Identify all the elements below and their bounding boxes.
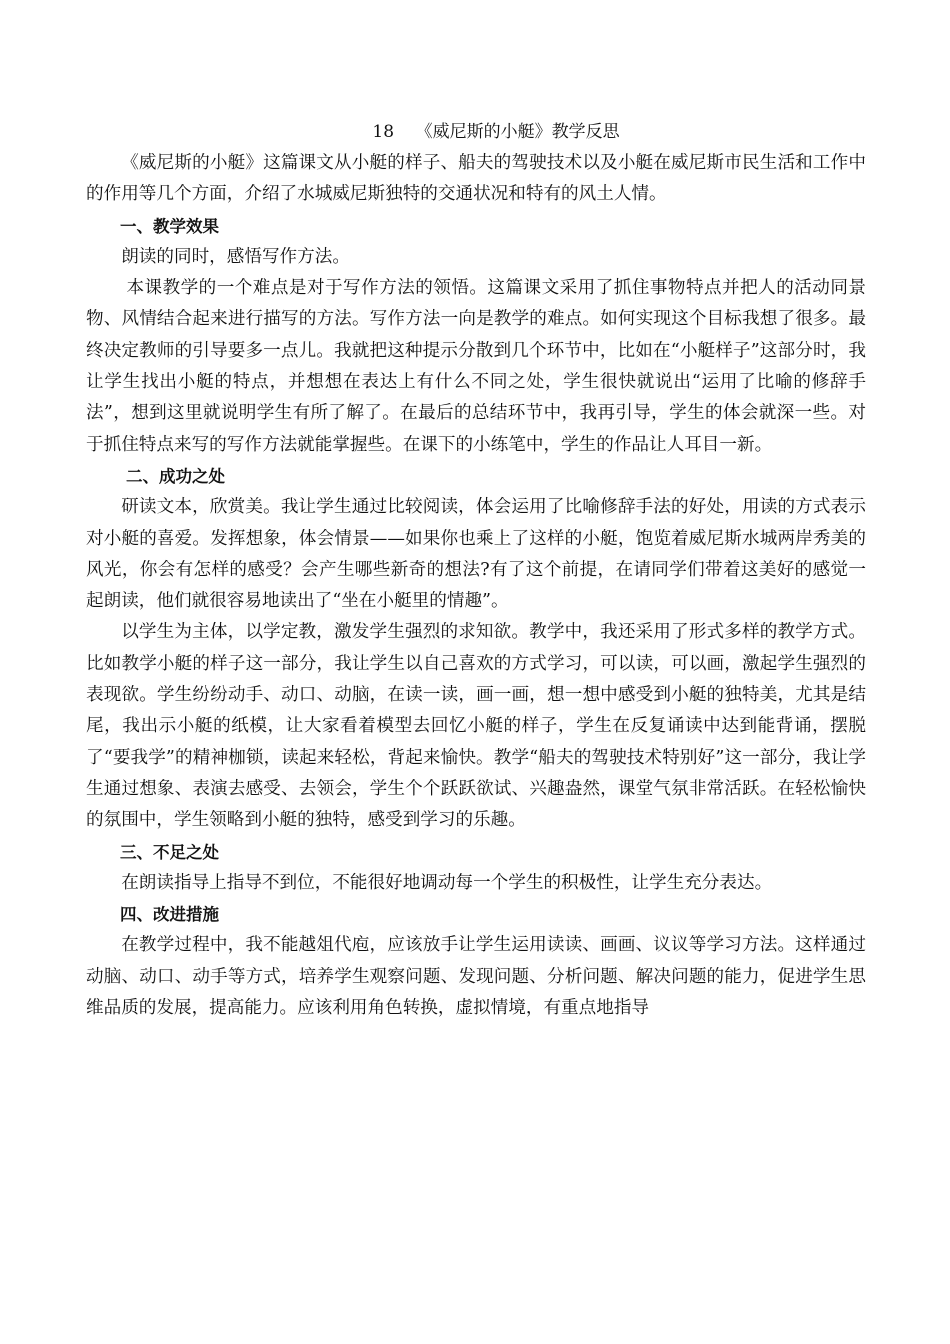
document-title: 18 《威尼斯的小艇》教学反思 bbox=[372, 122, 620, 142]
paragraph: 在朗读指导上指导不到位，不能很好地调动每一个学生的积极性，让学生充分表达。 bbox=[121, 872, 773, 893]
section-heading-improvements: 四、改进措施 bbox=[120, 905, 219, 925]
paragraph: 研读文本，欣赏美。我让学生通过比较阅读，体会运用了比喻修辞手法的好处，用读的方式表示对小艇的喜爱。发挥想象，体会情景——如果你也乘上了这样的小艇，饱览着威尼斯水城两岸秀美的风光，你会有怎样的感受？会产生哪些新奇的想法?有了这个前提，在请同学们带着这美好的感觉一起朗读，他们就很容易地读出了“坐在小艇里的情趣”。 bbox=[86, 497, 866, 612]
section-heading-successes: 二、成功之处 bbox=[126, 466, 225, 486]
paragraph: 朗读的同时，感悟写作方法。 bbox=[121, 246, 350, 267]
paragraph: 在教学过程中，我不能越俎代庖，应该放手让学生运用读读、画画、议议等学习方法。这样通过动脑、动口、动手等方式，培养学生观察问题、发现问题、分析问题、解决问题的能力，促进学生思维品质的发展，提高能力。应该利用角色转换，虚拟情境，有重点地指导 bbox=[86, 935, 866, 1019]
paragraph: 本课教学的一个难点是对于写作方法的领悟。这篇课文采用了抓住事物特点并把人的活动同景物、风情结合起来进行描写的方法。写作方法一向是教学的难点。如何实现这个目标我想了很多。最终决定教师的引导要多一点儿。我就把这种提示分散到几个环节中，比如在“小艇样子”这部分时，我让学生找出小艇的特点，并想想在表达上有什么不同之处，学生很快就说出“运用了比喻的修辞手法”，想到这里就说明学生有所了解了。在最后的总结环节中，我再引导，学生的体会就深一些。对于抓住特点来写的写作方法就能掌握些。在课下的小练笔中，学生的作品让人耳目一新。 bbox=[86, 278, 866, 455]
paragraph: 以学生为主体，以学定教，激发学生强烈的求知欲。教学中，我还采用了形式多样的教学方式。比如教学小艇的样子这一部分，我让学生以自己喜欢的方式学习，可以读，可以画，激起学生强烈的表现欲。学生纷纷动手、动口、动脑，在读一读，画一画，想一想中感受到小艇的独特美，尤其是结尾，我出示小艇的纸模，让大家看着模型去回忆小艇的样子，学生在反复诵读中达到能背诵，摆脱了“要我学”的精神枷锁，读起来轻松，背起来愉快。教学“船夫的驾驶技术特别好”这一部分，我让学生通过想象、表演去感受、去领会，学生个个跃跃欲试、兴趣盎然，课堂气氛非常活跃。在轻松愉快的氛围中，学生领略到小艇的独特，感受到学习的乐趣。 bbox=[86, 622, 866, 831]
section-heading-teaching-effect: 一、教学效果 bbox=[120, 216, 219, 236]
section-heading-shortcomings: 三、不足之处 bbox=[120, 842, 219, 862]
intro-paragraph: 《威尼斯的小艇》这篇课文从小艇的样子、船夫的驾驶技术以及小艇在威尼斯市民生活和工作中的作用等几个方面，介绍了水城威尼斯独特的交通状况和特有的风土人情。 bbox=[86, 153, 866, 205]
document-page bbox=[86, 116, 866, 1024]
